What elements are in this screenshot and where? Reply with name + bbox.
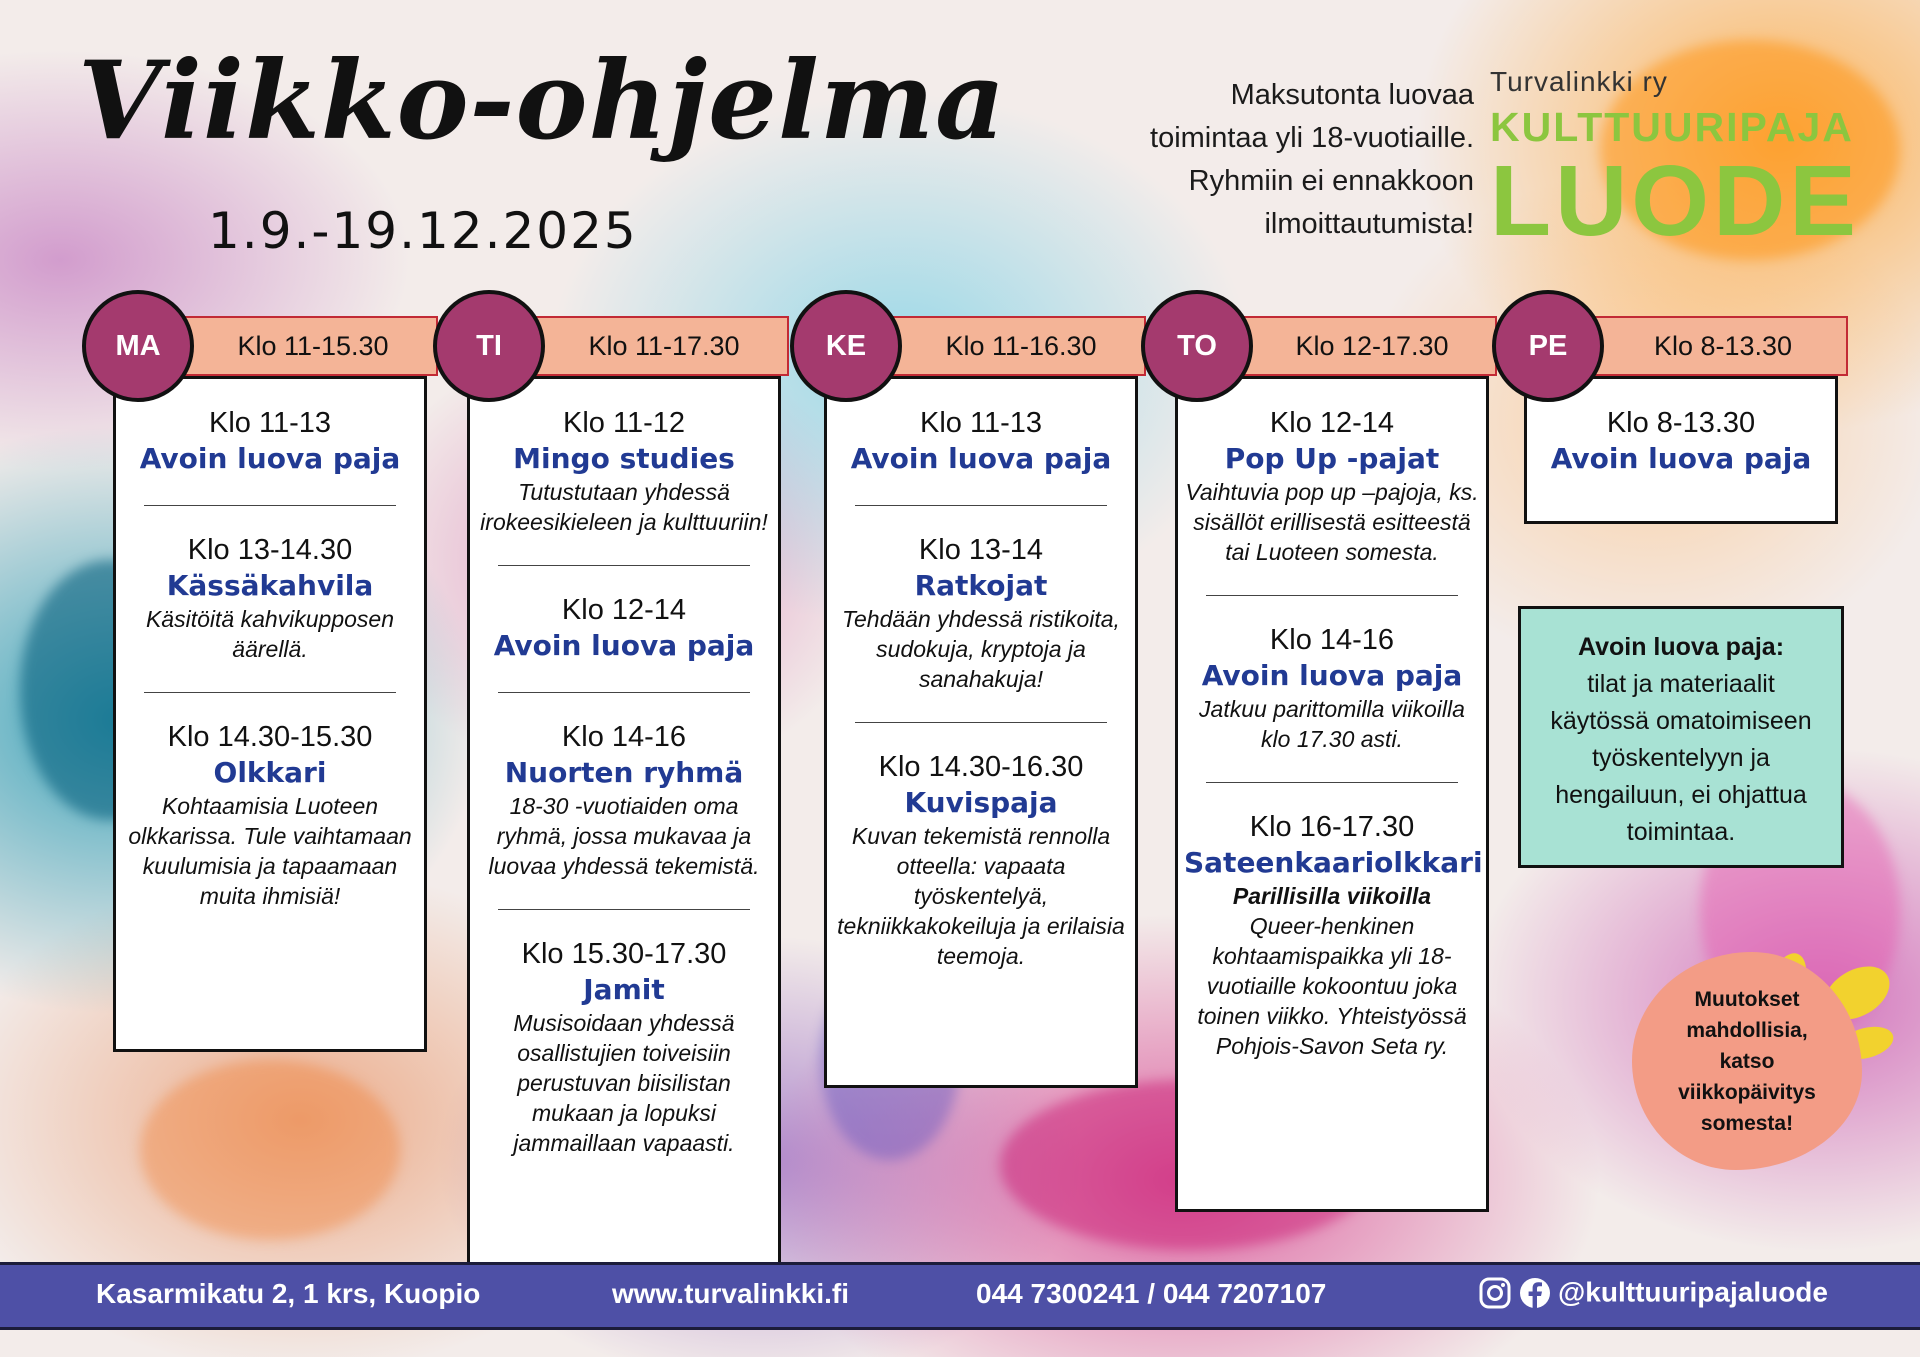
slot-note: Parillisilla viikoilla — [1232, 883, 1432, 909]
footer-website-link[interactable]: www.turvalinkki.fi — [612, 1278, 850, 1309]
intro-line: Ryhmiin ei ennakkoon — [1188, 165, 1474, 197]
instagram-icon[interactable] — [1478, 1276, 1512, 1310]
day-hours-tab — [1227, 316, 1497, 376]
slot-time: Klo 13-14 — [918, 534, 1044, 566]
slot-description: Käsitöitä kahvikupposen äärellä. — [145, 606, 395, 662]
info-box-text: tilat ja materiaalit käytössä omatoimiseen työskentelyyn ja hengailuun, ei ohjattua toimintaa. — [1550, 670, 1812, 846]
slot-title: Avoin luova paja — [139, 442, 401, 475]
slot-time: Klo 12-14 — [561, 594, 687, 626]
slot-time: Klo 11-13 — [209, 407, 331, 439]
slot-title: Jamit — [583, 973, 665, 1006]
day-badge: MA — [82, 290, 194, 402]
brand-line-1: KULTTUURIPAJA — [1490, 104, 1854, 150]
slot-divider — [1206, 595, 1458, 596]
schedule-slot — [470, 592, 778, 664]
day-badge: PE — [1492, 290, 1604, 402]
slot-description: Vaihtuvia pop up –pajoja, ks. sisällöt erillisestä esitteestä tai Luoteen somesta. — [1185, 479, 1479, 565]
day-hours-tab — [168, 316, 438, 376]
slot-time: Klo 11-12 — [563, 407, 685, 439]
slot-title: Avoin luova paja — [493, 629, 755, 662]
day-panel-to — [1175, 376, 1489, 1212]
slot-divider — [498, 909, 750, 910]
slot-title: Pop Up -pajat — [1224, 442, 1440, 475]
schedule-slot — [116, 532, 424, 664]
slot-divider — [144, 505, 396, 506]
slot-time: Klo 12-14 — [1269, 407, 1395, 439]
schedule-slot — [470, 405, 778, 537]
intro-line: ilmoittautumista! — [1264, 208, 1474, 240]
day-hours-tab — [519, 316, 789, 376]
slot-divider — [498, 565, 750, 566]
slot-divider — [855, 505, 1107, 506]
slot-divider — [855, 722, 1107, 723]
paint-splash — [140, 1060, 400, 1240]
org-logo — [1490, 66, 1910, 257]
day-hours: Klo 11-16.30 — [945, 330, 1097, 361]
slot-divider — [1206, 782, 1458, 783]
day-panel-pe — [1524, 376, 1838, 524]
facebook-icon[interactable] — [1518, 1276, 1552, 1310]
slot-time: Klo 14-16 — [561, 721, 687, 753]
footer-social — [1478, 1275, 1828, 1310]
slot-description: Musisoidaan yhdessä osallistujien toiveisiin perustuvan biisilistan mukaan ja lopuksi jammaillaan vapaasti. — [513, 1010, 735, 1156]
day-badge: KE — [790, 290, 902, 402]
notice-bubble — [1632, 952, 1862, 1170]
schedule-slot — [1178, 405, 1486, 567]
schedule-slot — [1178, 809, 1486, 1061]
slot-time: Klo 15.30-17.30 — [521, 938, 727, 970]
slot-description: Tehdään yhdessä ristikoita, sudokuja, kryptoja ja sanahakuja! — [842, 606, 1120, 692]
schedule-slot — [827, 405, 1135, 477]
schedule-slot — [116, 405, 424, 477]
slot-title: Ratkojat — [914, 569, 1048, 602]
day-hours: Klo 11-15.30 — [237, 330, 389, 361]
slot-description: Tutustutaan yhdessä irokeesikieleen ja kulttuuriin! — [480, 479, 768, 535]
slot-title: Avoin luova paja — [1201, 659, 1463, 692]
slot-title: Kässäkahvila — [166, 569, 374, 602]
schedule-slot — [470, 719, 778, 881]
info-box-title: Avoin luova paja: — [1577, 633, 1785, 661]
slot-title: Nuorten ryhmä — [504, 756, 744, 789]
slot-title: Sateenkaariolkkari — [1184, 846, 1483, 879]
slot-title: Avoin luova paja — [850, 442, 1112, 475]
slot-title: Avoin luova paja — [1550, 442, 1812, 475]
day-badge: TI — [433, 290, 545, 402]
schedule-slot — [1178, 622, 1486, 754]
schedule-slot — [827, 749, 1135, 971]
schedule-slot — [470, 936, 778, 1158]
slot-description: Kuvan tekemistä rennolla otteella: vapaata työskentelyä, tekniikkakokeiluja ja erilaisia teemoja. — [837, 823, 1125, 969]
slot-divider — [498, 692, 750, 693]
slot-time: Klo 14.30-15.30 — [167, 721, 373, 753]
schedule-slot — [1527, 405, 1835, 477]
slot-time: Klo 14-16 — [1269, 624, 1395, 656]
slot-description: 18-30 -vuotiaiden oma ryhmä, jossa mukavaa ja luovaa yhdessä tekemistä. — [488, 793, 760, 879]
day-panel-ti — [467, 376, 781, 1274]
schedule-slot — [827, 532, 1135, 694]
slot-time: Klo 11-13 — [920, 407, 1042, 439]
page-title: Viikko-ohjelma — [78, 38, 1007, 164]
footer-address: Kasarmikatu 2, 1 krs, Kuopio — [96, 1278, 481, 1309]
brand-line-2: LUODE — [1490, 145, 1860, 257]
intro-line: toimintaa yli 18-vuotiaille. — [1150, 122, 1474, 154]
social-handle[interactable]: @kulttuuripajaluode — [1558, 1276, 1828, 1308]
intro-line: Maksutonta luovaa — [1230, 79, 1474, 111]
footer-bar — [0, 1262, 1920, 1330]
org-name: Turvalinkki ry — [1490, 66, 1668, 97]
info-box — [1518, 606, 1844, 868]
day-hours-tab — [1578, 316, 1848, 376]
slot-time: Klo 13-14.30 — [187, 534, 353, 566]
slot-time: Klo 14.30-16.30 — [878, 751, 1084, 783]
day-panel-ke — [824, 376, 1138, 1088]
slot-title: Olkkari — [213, 756, 327, 789]
day-badge: TO — [1141, 290, 1253, 402]
day-hours: Klo 11-17.30 — [588, 330, 740, 361]
day-panel-ma — [113, 376, 427, 1052]
footer-phones: 044 7300241 / 044 7207107 — [976, 1278, 1327, 1309]
slot-divider — [144, 692, 396, 693]
date-range: 1.9.-19.12.2025 — [208, 202, 638, 260]
slot-title: Kuvispaja — [904, 786, 1058, 819]
notice-text: Muutokset mahdollisia, katso viikkopäivitys somesta! — [1678, 987, 1816, 1135]
slot-title: Mingo studies — [513, 442, 735, 475]
schedule-slot — [116, 719, 424, 911]
slot-description: Kohtaamisia Luoteen olkkarissa. Tule vaihtamaan kuulumisia ja tapaamaan muita ihmisiä! — [128, 793, 412, 909]
slot-time: Klo 8-13.30 — [1606, 407, 1756, 439]
day-hours-tab — [876, 316, 1146, 376]
day-hours: Klo 8-13.30 — [1653, 330, 1793, 361]
intro-text — [1054, 74, 1474, 246]
slot-time: Klo 16-17.30 — [1249, 811, 1415, 843]
slot-description: Jatkuu parittomilla viikoilla klo 17.30 asti. — [1199, 696, 1465, 752]
day-hours: Klo 12-17.30 — [1295, 330, 1449, 361]
slot-description: Queer-henkinen kohtaamispaikka yli 18-vuotiaille kokoontuu joka toinen viikko. Yhteistyössä Pohjois-Savon Seta ry. — [1197, 913, 1467, 1059]
